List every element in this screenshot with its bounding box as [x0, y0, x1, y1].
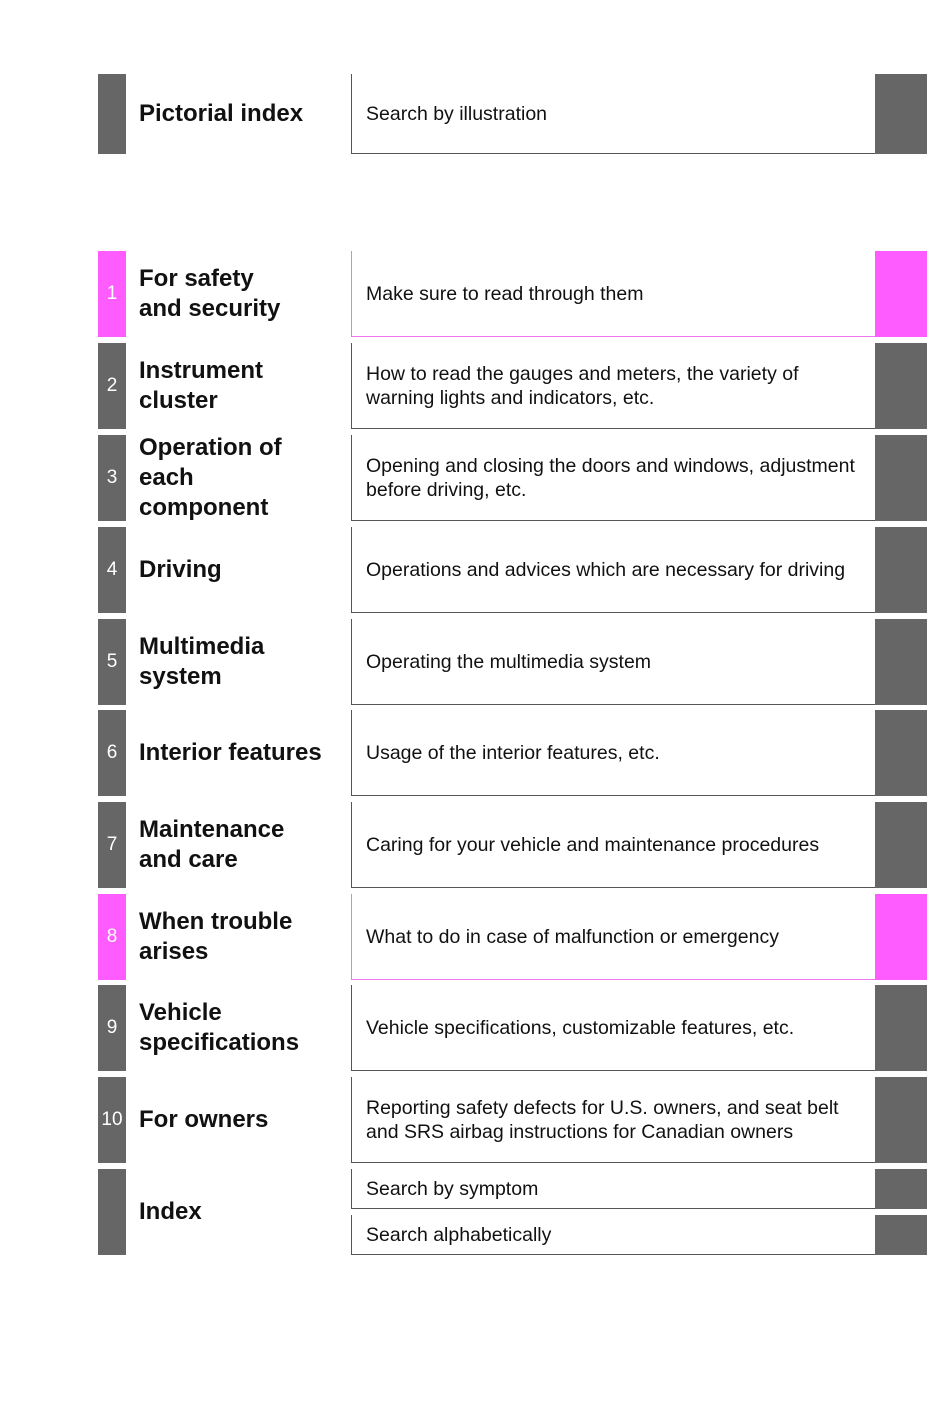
edge-tab [875, 710, 927, 796]
section-description: Operating the multimedia system [351, 619, 875, 705]
section-title: For owners [139, 1106, 269, 1133]
section-title: Vehicle specifications [139, 999, 300, 1056]
section-description: Usage of the interior features, etc. [351, 710, 875, 796]
edge-tab [875, 527, 927, 613]
section-title: For safety and security [139, 265, 281, 322]
section-number: 2 [98, 343, 126, 429]
section-number: 1 [98, 251, 126, 337]
section-tab-marker [98, 1169, 126, 1255]
edge-tab [875, 1077, 927, 1163]
section-description: Vehicle specifications, customizable features, etc. [351, 985, 875, 1071]
row-section-7[interactable] [98, 802, 927, 888]
section-description: Search by illustration [351, 74, 875, 154]
row-section-5[interactable] [98, 619, 927, 705]
edge-tab [875, 74, 927, 154]
section-title: Pictorial index [139, 100, 304, 127]
section-number: 6 [98, 710, 126, 796]
edge-tab [875, 619, 927, 705]
index-search-by-symptom[interactable]: Search by symptom [351, 1169, 875, 1209]
section-title: Driving [139, 556, 222, 583]
section-description: Make sure to read through them [351, 251, 875, 337]
section-description: Opening and closing the doors and windows, adjustment before driving, etc. [351, 435, 875, 521]
section-title: Maintenance and care [139, 816, 285, 873]
row-index [98, 1169, 927, 1255]
edge-tab [875, 802, 927, 888]
index-search-alphabetically[interactable]: Search alphabetically [351, 1215, 875, 1255]
row-section-10[interactable] [98, 1077, 927, 1163]
row-pictorial-index[interactable] [98, 74, 927, 154]
section-tab-marker [98, 74, 126, 154]
edge-tab [875, 435, 927, 521]
section-number: 3 [98, 435, 126, 521]
section-number: 9 [98, 985, 126, 1071]
edge-tab [875, 985, 927, 1071]
section-description: How to read the gauges and meters, the variety of warning lights and indicators, etc. [351, 343, 875, 429]
row-section-9[interactable] [98, 985, 927, 1071]
section-number: 5 [98, 619, 126, 705]
edge-tab [875, 1215, 927, 1255]
section-number: 7 [98, 802, 126, 888]
section-title: When trouble arises [139, 908, 293, 965]
row-section-4[interactable] [98, 527, 927, 613]
section-title: Multimedia system [139, 633, 265, 690]
edge-tab [875, 251, 927, 337]
section-description: Operations and advices which are necessary for driving [351, 527, 875, 613]
section-title: Operation of each component [139, 434, 282, 521]
section-title: Index [139, 1198, 202, 1225]
edge-tab [875, 1169, 927, 1209]
section-description: Reporting safety defects for U.S. owners, and seat belt and SRS airbag instructions for Canadian owners [351, 1077, 875, 1163]
row-section-1[interactable] [98, 251, 927, 337]
section-title: Interior features [139, 739, 322, 766]
row-section-2[interactable] [98, 343, 927, 429]
section-number: 10 [98, 1077, 126, 1163]
row-section-3[interactable] [98, 435, 927, 521]
edge-tab [875, 343, 927, 429]
section-title: Instrument cluster [139, 357, 264, 414]
row-section-8[interactable] [98, 894, 927, 980]
section-number: 8 [98, 894, 126, 980]
section-description: What to do in case of malfunction or emergency [351, 894, 875, 980]
section-description: Caring for your vehicle and maintenance procedures [351, 802, 875, 888]
row-section-6[interactable] [98, 710, 927, 796]
section-number: 4 [98, 527, 126, 613]
edge-tab [875, 894, 927, 980]
